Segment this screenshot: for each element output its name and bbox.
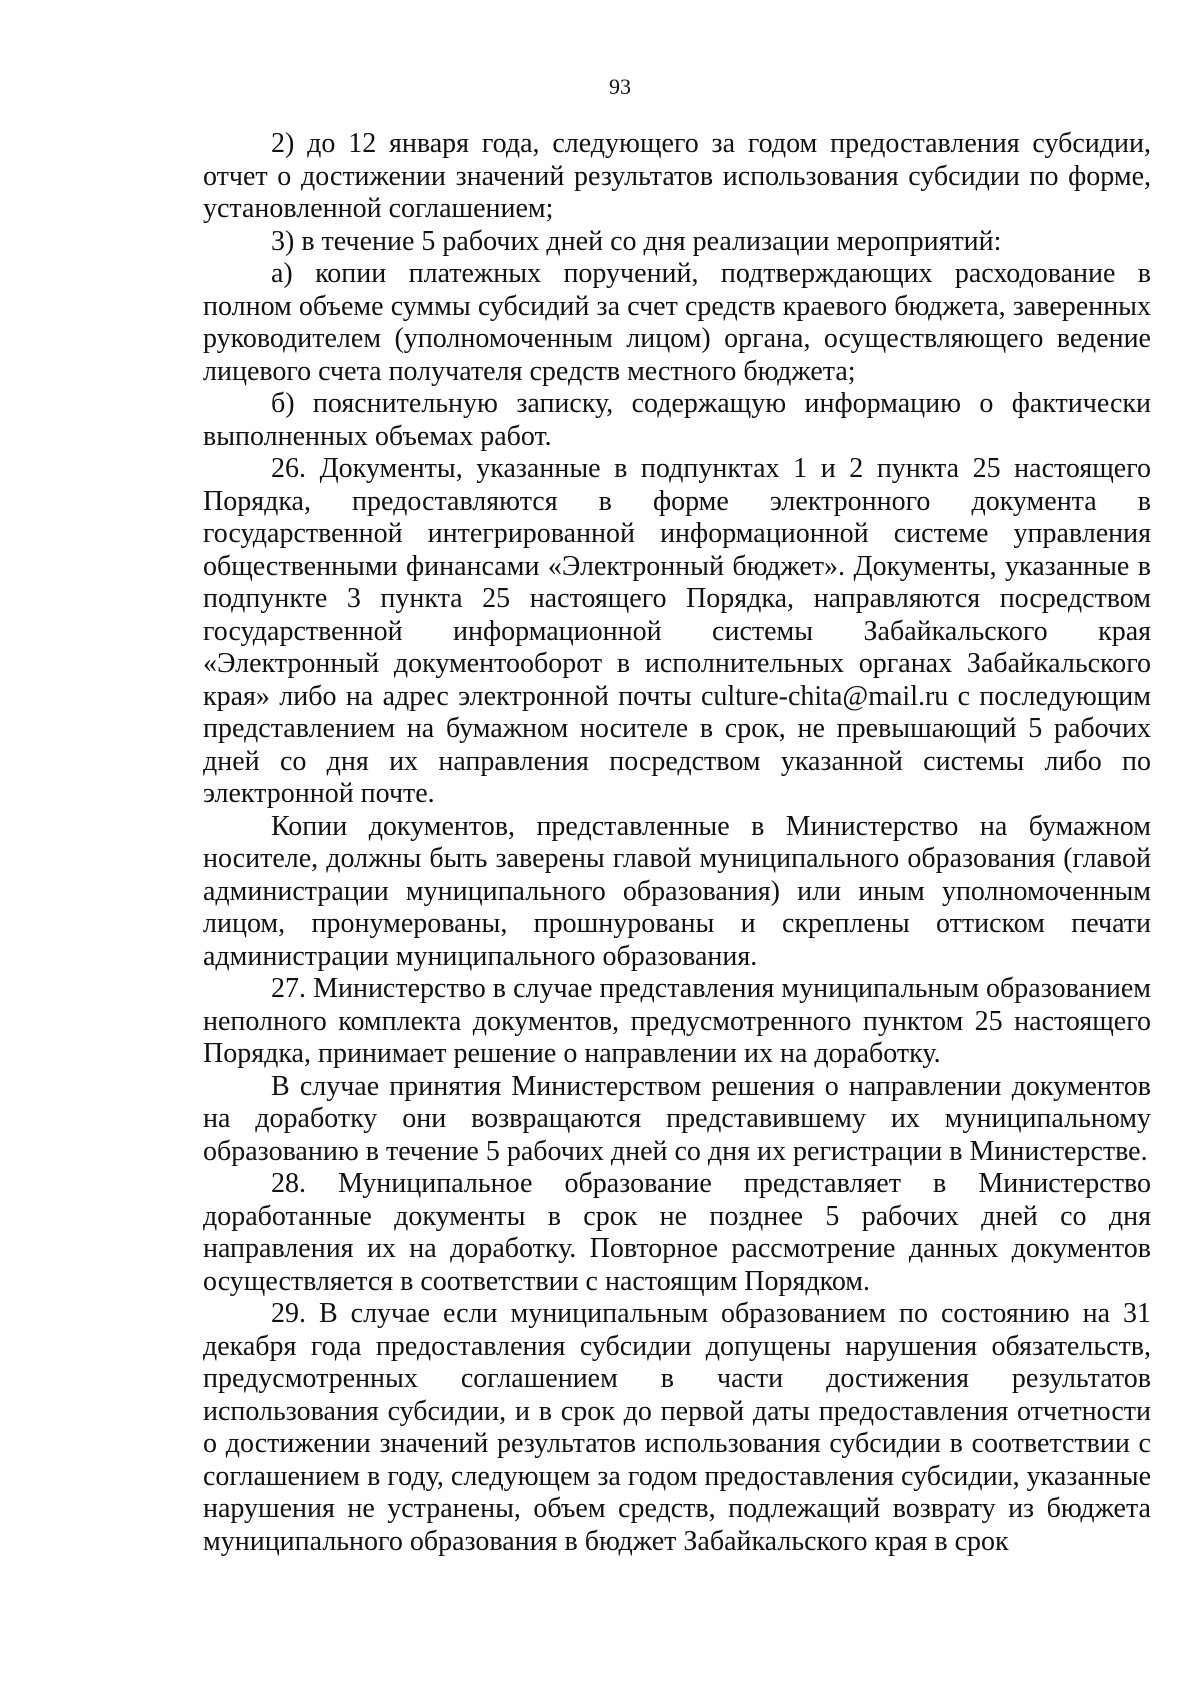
paragraph-clause-27: 27. Министерство в случае представления муниципальным образованием неполного комплекта документов, предусмотренного пунктом 25 настоящего Порядка, принимает решение о направлении их на доработку.	[203, 973, 1151, 1069]
page-number: 93	[609, 74, 631, 99]
paragraph-revision: В случае принятия Министерством решения о направлении документов на доработку они возвращаются представившему их муниципальному образованию в течение 5 рабочих дней со дня их регистрации в Министерстве.	[203, 1070, 1151, 1167]
paragraph-copies: Копии документов, представленные в Министерство на бумажном носителе, должны быть заверены главой муниципального образования (главой администрации муниципального образования) или иным уполномоченным лицом, пронумерованы, прошнурованы и скреплены оттиском печати администрации муниципального образования.	[203, 810, 1151, 972]
paragraph-clause-26: 26. Документы, указанные в подпунктах 1 и 2 пункта 25 настоящего Порядка, предоставляются в форме электронного документа в государственной интегрированной информационной системе управления общественными финансами «Электронный бюджет». Документы, указанные в подпункте 3 пункта 25 настоящего Порядка, направляются посредством государственной информационной системы Забайкальского края «Электронный документооборот в исполнительных органах Забайкальского края» либо на адрес электронной почты culture-chita@mail.ru с последующим представлением на бумажном носителе в срок, не превышающий 5 рабочих дней со дня их направления посредством указанной системы либо по электронной почте.	[203, 453, 1151, 809]
paragraph-item-2-report: 2) до 12 января года, следующего за годом предоставления субсидии, отчет о достижении значений результатов использования субсидии по форме, установленной соглашением;	[203, 128, 1151, 224]
paragraph-subitem-a: а) копии платежных поручений, подтверждающих расходование в полном объеме суммы субсидий за счет средств краевого бюджета, заверенных руководителем (уполномоченным лицом) органа, осуществляющего ведение лицевого счета получателя средств местного бюджета;	[203, 258, 1151, 387]
paragraph-item-3-intro: 3) в течение 5 рабочих дней со дня реализации мероприятий:	[271, 225, 1002, 257]
paragraph-clause-29: 29. В случае если муниципальным образованием по состоянию на 31 декабря года предоставления субсидии допущены нарушения обязательств, предусмотренных соглашением в части достижения результатов использования субсидии, и в срок до первой даты предоставления отчетности о достижении значений результатов использования субсидии в соответствии с соглашением в году, следующем за годом предоставления субсидии, указанные нарушения не устранены, объем средств, подлежащий возврату из бюджета муниципального образования в бюджет Забайкальского края в срок	[203, 1298, 1151, 1557]
paragraph-subitem-b: б) пояснительную записку, содержащую информацию о фактически выполненных объемах работ.	[203, 388, 1151, 452]
paragraph-clause-28: 28. Муниципальное образование представляет в Министерство доработанные документы в срок не позднее 5 рабочих дней со дня направления их на доработку. Повторное рассмотрение данных документов осуществляется в соответствии с настоящим Порядком.	[203, 1168, 1151, 1297]
document-body	[203, 128, 1151, 1558]
